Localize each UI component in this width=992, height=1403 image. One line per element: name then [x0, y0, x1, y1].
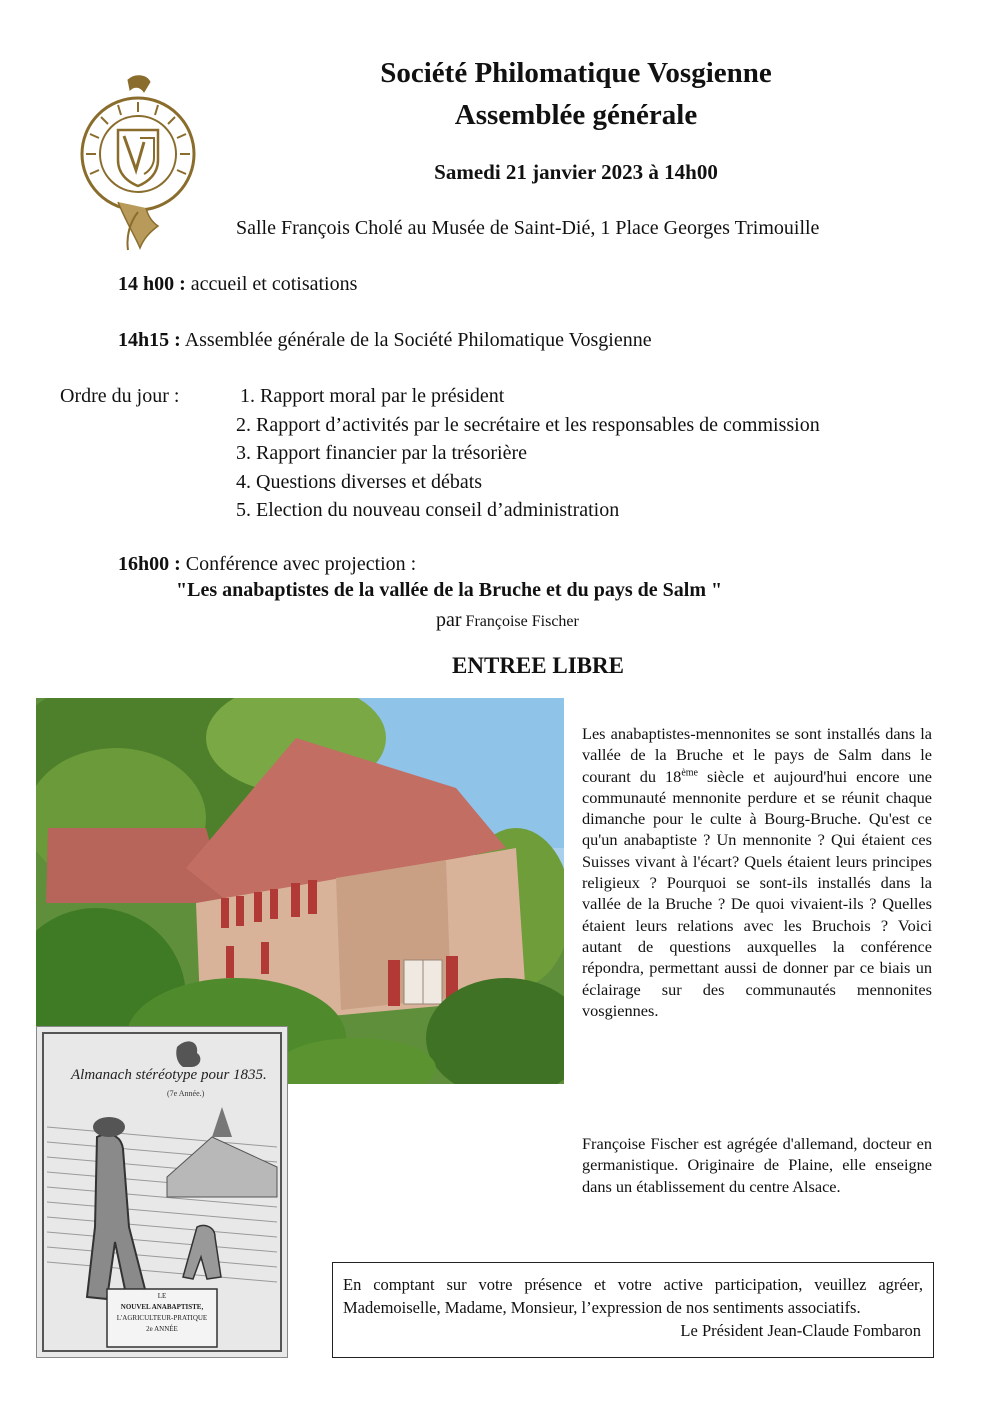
description-p1-a: Les anabaptistes-mennonites se sont installés dans la vallée de la Bruche et le pays de Salm dans le courant du 18 — [582, 724, 932, 786]
event-venue: Salle François Cholé au Musée de Saint-Dié, 1 Place Georges Trimouille — [236, 217, 820, 239]
engraving-title: Almanach stéréotype pour 1835. — [71, 1067, 267, 1083]
description-sup: ème — [681, 767, 698, 779]
program-text: Assemblée générale de la Société Philomatique Vosgienne — [180, 329, 652, 351]
program-text: accueil et cotisations — [185, 273, 358, 295]
program-item-welcome — [118, 270, 357, 298]
engraving-banner — [109, 1291, 215, 1335]
event-date: Samedi 21 janvier 2023 à 14h00 — [434, 160, 718, 184]
engraving-banner-line2: L'AGRICULTEUR-PRATIQUE — [116, 1314, 208, 1322]
program-item-conference — [118, 550, 416, 578]
agenda-item: 5. Election du nouveau conseil d’administration — [236, 499, 620, 521]
agenda-list — [236, 382, 820, 525]
engraving-subtitle: (7e Année.) — [167, 1089, 205, 1098]
conference-speaker-line — [436, 609, 579, 632]
closing-box — [332, 1262, 934, 1358]
program-text: Conférence avec projection : — [180, 553, 417, 575]
program-time: 16h00 : — [118, 553, 181, 575]
agenda-item: 2. Rapport d’activités par le secrétaire et les responsables de commission — [236, 413, 820, 436]
agenda-item: 1. Rapport moral par le président — [240, 385, 505, 407]
page-subtitle: Assemblée générale — [454, 99, 698, 131]
conference-title: "Les anabaptistes de la vallée de la Bruche et du pays de Salm " — [176, 579, 723, 601]
free-entry: ENTREE LIBRE — [452, 653, 624, 678]
description-p1-b: siècle et aujourd'hui encore une communauté mennonite perdure et se réunit chaque dimanche pour le culte à Bourg-Bruche. Qu'est ce qu'un anabaptiste ? Un mennonite ? Qui étaient ces Suisses vivant à l'écart? Quels étaient leurs principes religieux ? Pourquoi se sont-ils installés dans la vallée de la Bruche ? De quoi vivaient-ils ? Quelles étaient leurs relations avec les Bruchois ? Voici autant de questions auxquelles la conférence répondra, permettant aussi de donner par ce biais un éclairage sur des communautés mennonites vosgiennes. — [582, 766, 932, 1020]
conference-speaker: Françoise Fischer — [461, 613, 579, 630]
engraving-banner-le: LE — [157, 1292, 167, 1300]
engraving-banner-line3: 2e ANNÉE — [146, 1325, 178, 1333]
agenda-label: Ordre du jour : — [60, 385, 180, 407]
almanac-engraving — [36, 1026, 288, 1358]
closing-text: En comptant sur votre présence et votre active participation, veuillez agréer, Mademoiselle, Madame, Monsieur, l’expression de nos sentiments associatifs. — [343, 1275, 923, 1317]
program-time: 14 h00 : — [118, 273, 186, 295]
program-item-assembly — [118, 326, 652, 354]
page-title: Société Philomatique Vosgienne — [380, 57, 772, 89]
agenda-item: 3. Rapport financier par la trésorière — [236, 442, 527, 464]
engraving-banner-line1: NOUVEL ANABAPTISTE, — [120, 1303, 204, 1311]
speaker-bio: Françoise Fischer est agrégée d'allemand, docteur en germanistique. Originaire de Plaine, elle enseigne dans un établissement du centre Alsace. — [582, 1134, 932, 1196]
conference-par: par — [436, 609, 462, 631]
conference-description — [582, 723, 932, 1021]
signature: Le Président Jean-Claude Fombaron — [680, 1321, 921, 1340]
program-time: 14h15 : — [118, 329, 181, 351]
society-seal-logo — [78, 72, 198, 254]
agenda-item: 4. Questions diverses et débats — [236, 470, 483, 493]
